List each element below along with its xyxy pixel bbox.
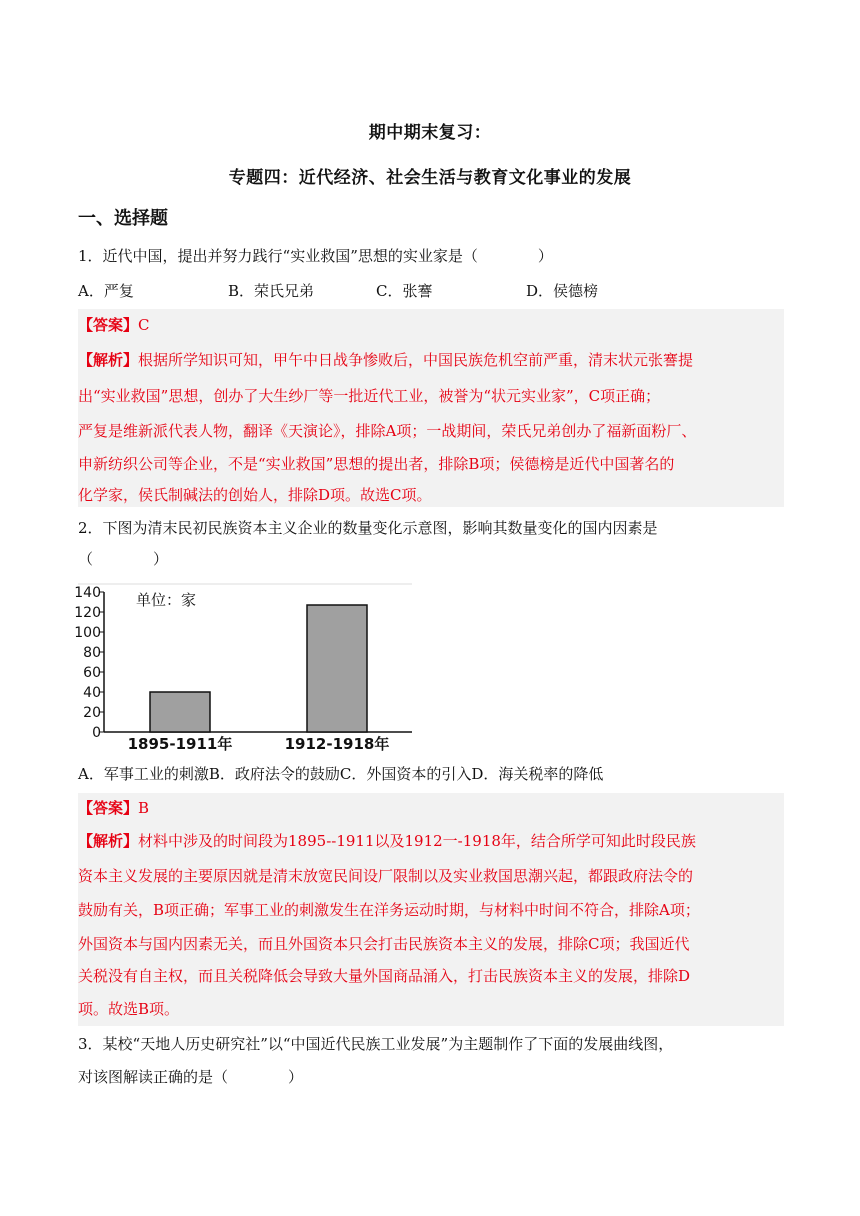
q1-answer-block	[78, 309, 784, 507]
bars	[150, 605, 367, 732]
q1-option-a: A．严复	[78, 282, 134, 300]
q2-option-d: D．海关税率的降低	[471, 765, 604, 783]
y-tick-label: 20	[83, 705, 101, 721]
y-tick-label: 40	[83, 685, 101, 701]
q2-analysis-line: 关税没有自主权，而且关税降低会导致大量外国商品涌入，打击民族资本主义的发展，排除D	[78, 967, 691, 985]
y-tick-label: 60	[83, 665, 101, 681]
y-tick-label: 0	[92, 725, 101, 741]
q2-analysis-line: 鼓励有关，B项正确；军事工业的刺激发生在洋务运动时期，与材料中时间不符合，排除A项；	[78, 901, 700, 919]
q2-analysis-line	[78, 831, 784, 851]
q1-analysis-line: 严复是维新派代表人物，翻译《天演论》，排除A项；一战期间，荣氏兄弟创办了福新面粉厂、	[78, 422, 697, 440]
chart-unit-label: 单位：家	[136, 591, 197, 609]
q1-analysis-text: 根据所学知识可知，甲午中日战争惨败后，中国民族危机空前严重，清末状元张謇提	[138, 351, 694, 369]
q2-answer-value: B	[138, 799, 150, 817]
q1-analysis-line: 化学家，侯氏制碱法的创始人，排除D项。故选C项。	[78, 486, 432, 504]
bar-chart	[74, 583, 414, 753]
doc-title: 期中期末复习：	[368, 123, 492, 143]
q2-analysis-line: 项。故选B项。	[78, 1000, 180, 1018]
doc-subtitle: 专题四：近代经济、社会生活与教育文化事业的发展	[228, 168, 632, 188]
y-tick-label: 100	[74, 625, 101, 641]
q1-analysis-line: 申新纺织公司等企业，不是“实业救国”思想的提出者，排除B项；侯德榜是近代中国著名的	[78, 455, 675, 473]
q1-option-b: B．荣氏兄弟	[228, 282, 315, 300]
q2-options	[78, 764, 784, 784]
q1-analysis-line	[78, 350, 784, 370]
x-axis-labels	[128, 735, 390, 753]
q2-analysis-line: 外国资本与国内因素无关，而且外国资本只会打击民族资本主义的发展，排除C项；我国近代	[78, 935, 690, 953]
bar	[150, 692, 210, 732]
q2-stem: 2．下图为清末民初民族资本主义企业的数量变化示意图，影响其数量变化的国内因素是	[78, 519, 658, 537]
section-heading: 一、选择题	[78, 208, 168, 229]
y-tick-label: 80	[83, 645, 101, 661]
y-tick-label: 140	[74, 585, 101, 601]
q2-stem-cont: （ ）	[78, 550, 169, 568]
q1-answer-tag: 【答案】	[78, 316, 139, 334]
bar	[307, 605, 367, 732]
q2-analysis-line: 资本主义发展的主要原因就是清末放宽民间设厂限制以及实业救国思潮兴起，都跟政府法令的	[78, 867, 694, 885]
q2-option-b: B．政府法令的鼓励	[208, 765, 340, 783]
q2-analysis-tag: 【解析】	[78, 832, 139, 850]
y-tick-label: 120	[74, 605, 101, 621]
q1-answer-value: C	[138, 316, 150, 334]
q3-stem-cont: 对该图解读正确的是（ ）	[78, 1068, 304, 1086]
q1-analysis-line: 出“实业救国”思想，创办了大生纱厂等一批近代工业，被誉为“状元实业家”，C项正确；	[78, 387, 661, 405]
q1-stem: 1．近代中国，提出并努力践行“实业救国”思想的实业家是（ ）	[78, 247, 553, 265]
q3-stem: 3．某校“天地人历史研究社”以“中国近代民族工业发展”为主题制作了下面的发展曲线图，	[78, 1035, 674, 1053]
q2-option-a: A．军事工业的刺激	[78, 765, 209, 783]
q1-answer	[78, 315, 784, 335]
x-tick-label: 1895-1911年	[127, 735, 233, 753]
q2-answer-tag: 【答案】	[78, 799, 139, 817]
q2-answer	[78, 798, 784, 818]
q1-options	[78, 281, 784, 301]
q2-analysis-text: 材料中涉及的时间段为1895--1911以及1912一-1918年，结合所学可知此时段民族	[138, 832, 696, 850]
q1-option-d: D．侯德榜	[526, 282, 599, 300]
q1-analysis-tag: 【解析】	[78, 351, 139, 369]
q1-option-c: C．张謇	[376, 282, 433, 300]
q2-option-c: C．外国资本的引入	[339, 765, 472, 783]
x-tick-label: 1912-1918年	[284, 735, 390, 753]
